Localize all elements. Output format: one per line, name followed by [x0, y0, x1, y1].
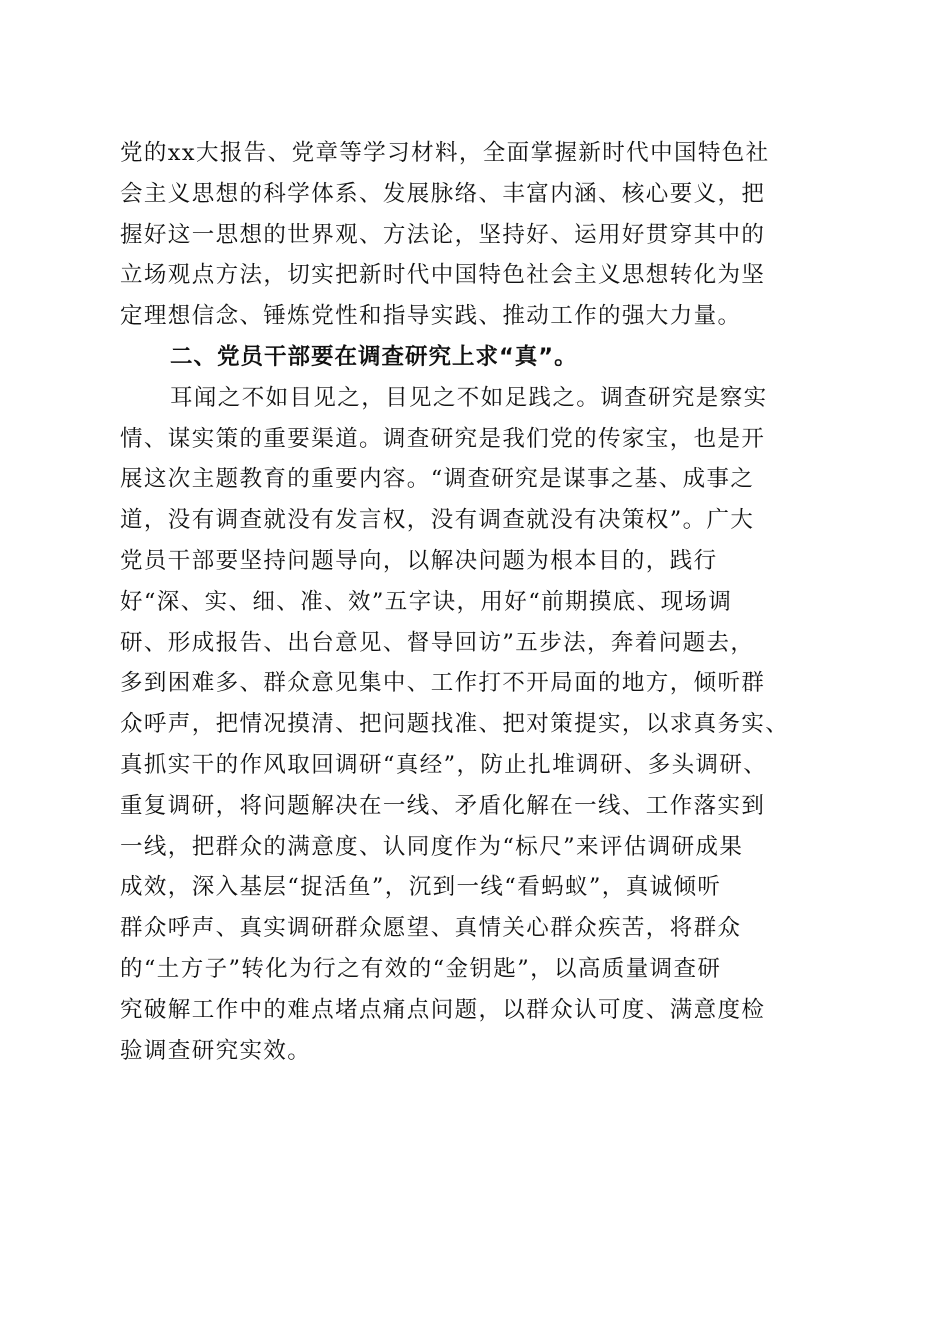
section-heading: 二、党员干部要在调查研究上求“真”。 — [170, 343, 578, 370]
paragraph-line: 展这次主题教育的重要内容。“调查研究是谋事之基、成事之 — [120, 466, 755, 493]
paragraph-line: 众呼声，把情况摸清、把问题找准、把对策提实，以求真务实、 — [120, 711, 790, 738]
paragraph-line: 研、形成报告、出台意见、督导回访”五步法，奔着问题去， — [120, 629, 755, 656]
paragraph-line: 握好这一思想的世界观、方法论，坚持好、运用好贯穿其中的 — [120, 221, 766, 248]
paragraph-line: 道，没有调查就没有发言权，没有调查就没有决策权”。广大 — [120, 507, 755, 534]
paragraph-line: 耳闻之不如目见之，目见之不如足践之。调查研究是察实 — [170, 384, 768, 411]
paragraph-line: 一线，把群众的满意度、认同度作为“标尺”来评估调研成果 — [120, 833, 744, 860]
paragraph-line: 情、谋实策的重要渠道。调查研究是我们党的传家宝，也是开 — [120, 425, 766, 452]
paragraph-line: 真抓实干的作风取回调研“真经”，防止扎堆调研、多头调研、 — [120, 751, 768, 778]
paragraph-line: 党的xx大报告、党章等学习材料，全面掌握新时代中国特色社 — [120, 140, 770, 166]
paragraph-line: 的“土方子”转化为行之有效的“金钥匙”，以高质量调查研 — [120, 955, 722, 982]
paragraph-line: 党员干部要坚持问题导向，以解决问题为根本目的，践行 — [120, 547, 718, 574]
paragraph-line: 重复调研，将问题解决在一线、矛盾化解在一线、工作落实到 — [120, 792, 766, 819]
paragraph-line: 群众呼声、真实调研群众愿望、真情关心群众疾苦，将群众 — [120, 915, 742, 942]
paragraph-line: 定理想信念、锤炼党性和指导实践、推动工作的强大力量。 — [120, 303, 742, 330]
paragraph-line: 会主义思想的科学体系、发展脉络、丰富内涵、核心要义，把 — [120, 180, 766, 207]
paragraph-line: 立场观点方法，切实把新时代中国特色社会主义思想转化为坚 — [120, 262, 766, 289]
paragraph-line: 多到困难多、群众意见集中、工作打不开局面的地方，倾听群 — [120, 670, 766, 697]
paragraph-line: 验调查研究实效。 — [120, 1037, 312, 1064]
paragraph-line: 成效，深入基层“捉活鱼”，沉到一线“看蚂蚁”，真诚倾听 — [120, 874, 722, 901]
paragraph-line: 好“深、实、细、准、效”五字诀，用好“前期摸底、现场调 — [120, 588, 733, 615]
paragraph-line: 究破解工作中的难点堵点痛点问题，以群众认可度、满意度检 — [120, 996, 766, 1023]
document-body — [120, 133, 850, 1071]
